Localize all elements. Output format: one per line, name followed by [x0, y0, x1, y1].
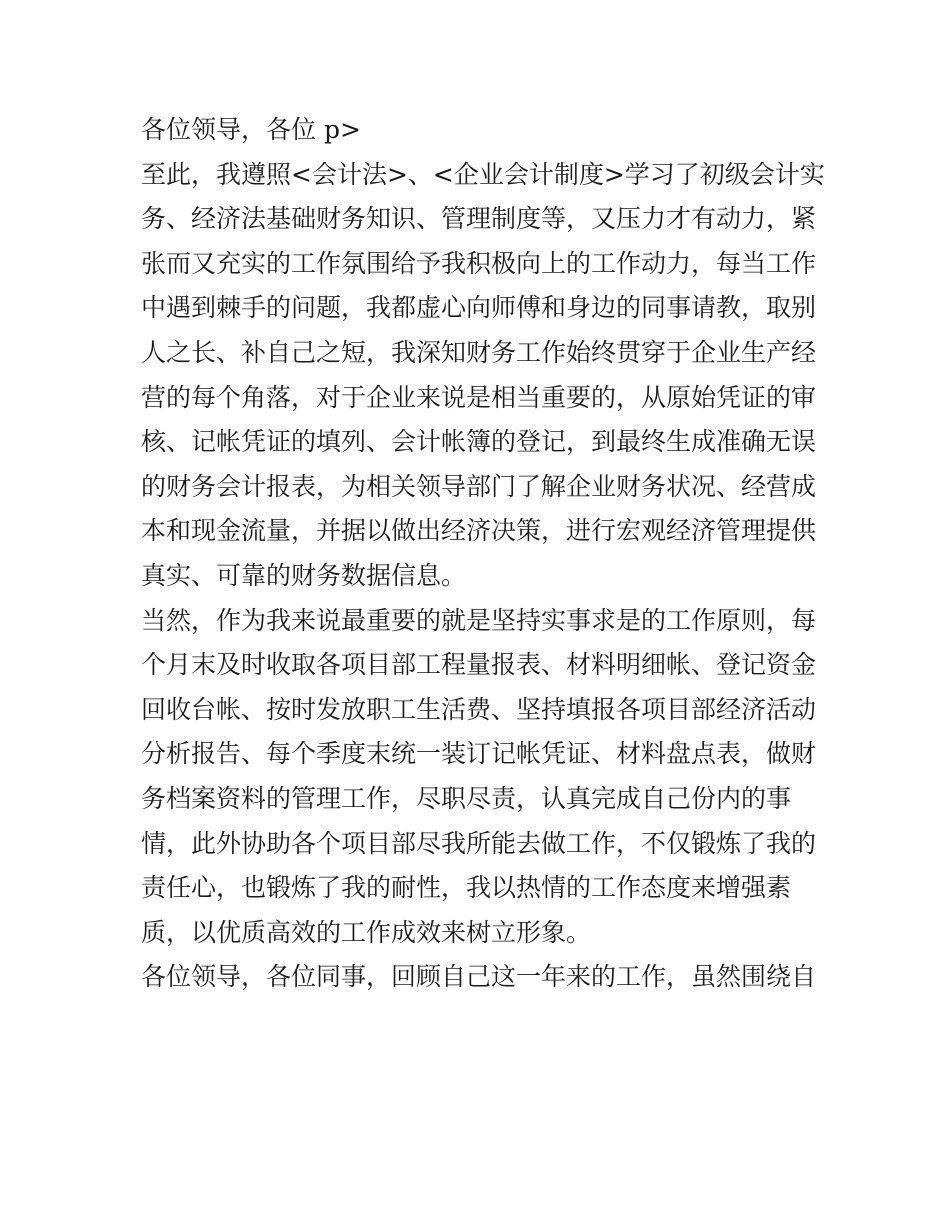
text-line: 的财务会计报表，为相关领导部门了解企业财务状况、经营成 [141, 471, 817, 501]
text-line: 当然，作为我来说最重要的就是坚持实事求是的工作原则，每 [141, 605, 817, 635]
text-line: 各位领导，各位同事，回顾自己这一年来的工作，虽然围绕自 [141, 962, 817, 992]
text-line: 营的每个角落，对于企业来说是相当重要的，从原始凭证的审 [141, 382, 817, 412]
text-line: 至此，我遵照<会计法>、<企业会计制度>学习了初级会计实 [141, 159, 825, 189]
text-line: 分析报告、每个季度末统一装订记帐凭证、材料盘点表，做财 [141, 739, 817, 769]
text-line: 张而又充实的工作氛围给予我积极向上的工作动力，每当工作 [141, 248, 817, 278]
document-body [141, 108, 825, 1000]
text-line: 各位领导，各位 p> [141, 115, 361, 144]
text-line: 质，以优质高效的工作成效来树立形象。 [141, 917, 592, 947]
text-line: 回收台帐、按时发放职工生活费、坚持填报各项目部经济活动 [141, 694, 817, 724]
text-line: 务档案资料的管理工作，尽职尽责，认真完成自己份内的事 [141, 783, 792, 813]
text-line: 本和现金流量，并据以做出经济决策，进行宏观经济管理提供 [141, 516, 817, 546]
text-line: 中遇到棘手的问题，我都虚心向师傅和身边的同事请教，取别 [141, 293, 817, 323]
text-line: 责任心，也锻炼了我的耐性，我以热情的工作态度来增强素 [141, 873, 792, 903]
text-line: 人之长、补自己之短，我深知财务工作始终贯穿于企业生产经 [141, 337, 817, 367]
text-line: 务、经济法基础财务知识、管理制度等，又压力才有动力，紧 [141, 204, 817, 234]
text-line: 个月末及时收取各项目部工程量报表、材料明细帐、登记资金 [141, 650, 817, 680]
text-line: 真实、可靠的财务数据信息。 [141, 560, 467, 590]
text-line: 核、记帐凭证的填列、会计帐簿的登记，到最终生成准确无误 [141, 427, 817, 457]
text-line: 情，此外协助各个项目部尽我所能去做工作，不仅锻炼了我的 [141, 828, 817, 858]
